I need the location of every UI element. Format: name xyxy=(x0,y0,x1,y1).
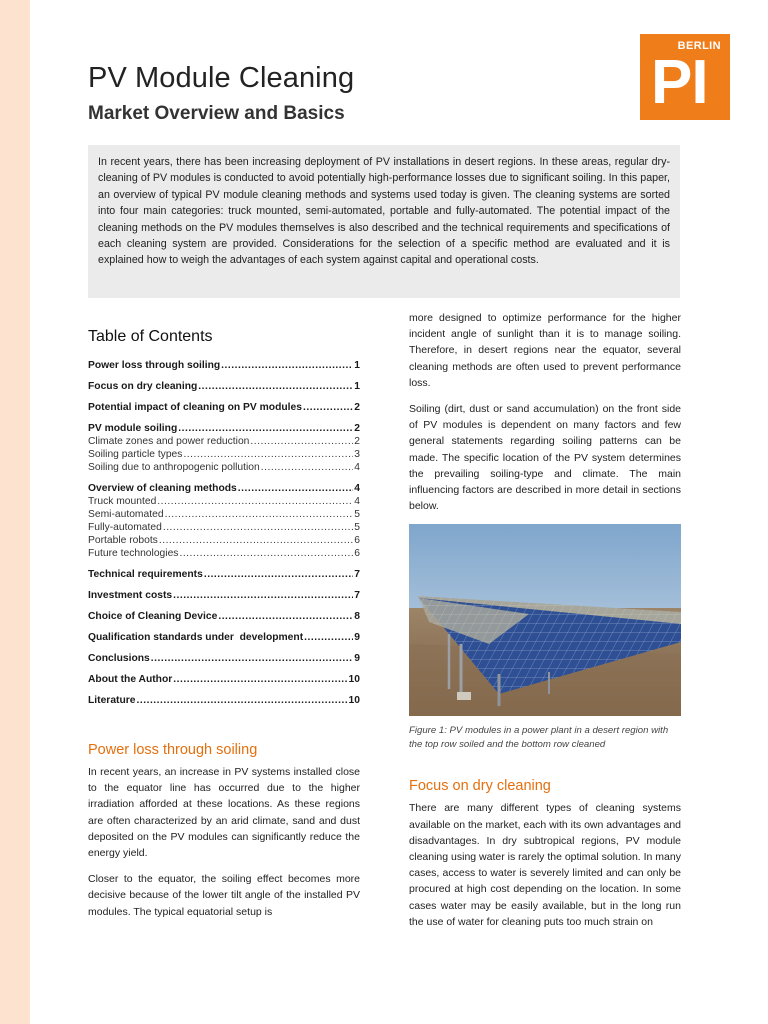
toc-entry-page: 7 xyxy=(354,590,360,601)
toc-entry-text: About the Author xyxy=(88,674,173,685)
toc-leader xyxy=(178,423,353,434)
toc-leader xyxy=(303,402,353,413)
toc-subentry[interactable] xyxy=(88,462,360,473)
toc-entry-text: Portable robots xyxy=(88,535,158,546)
toc-entry-page: 1 xyxy=(354,381,360,392)
toc-entry-page: 8 xyxy=(354,611,360,622)
toc-leader xyxy=(261,462,354,473)
toc-entry[interactable] xyxy=(88,569,360,580)
body-paragraph: In recent years, an increase in PV systems installed close to the equator line has occurred due to the higher irradiation afforded at these locations. As these regions are often characterized by an arid climate, sand and dust deposited on the PV modules can significantly reduce the energy yield. xyxy=(88,766,360,860)
toc-entry-text: Focus on dry cleaning xyxy=(88,381,198,392)
logo-mark: PI xyxy=(651,48,708,117)
figure-caption: Figure 1: PV modules in a power plant in a desert region with the top row soiled and the bottom row cleaned xyxy=(409,725,669,751)
toc-entry-page: 10 xyxy=(348,674,360,685)
toc-entry-text: PV module soiling xyxy=(88,423,178,434)
toc-leader xyxy=(183,449,353,460)
toc-entry[interactable] xyxy=(88,360,360,371)
toc-leader xyxy=(173,590,353,601)
pi-berlin-logo xyxy=(640,34,730,120)
toc-leader xyxy=(173,674,347,685)
toc-entry[interactable] xyxy=(88,653,360,664)
toc-entry-page: 5 xyxy=(354,522,360,533)
body-paragraph: Soiling (dirt, dust or sand accumulation) on the front side of PV modules is dependent on many factors and few general statements regarding soiling patterns can be made. The specific location of the PV system determines the prevailing soiling-type and climate. The main influencing factors are described in more detail in sections below. xyxy=(409,403,681,513)
toc-entry-text: Climate zones and power reduction xyxy=(88,436,250,447)
toc-entry-text: Choice of Cleaning Device xyxy=(88,611,218,622)
toc-leader xyxy=(159,535,353,546)
toc-entry-text: Power loss through soiling xyxy=(88,360,221,371)
toc-entry[interactable] xyxy=(88,402,360,413)
right-column xyxy=(409,310,681,940)
toc-entry[interactable] xyxy=(88,423,360,434)
toc-leader xyxy=(198,381,353,392)
toc-entry[interactable] xyxy=(88,674,360,685)
toc-entry-page: 4 xyxy=(354,496,360,507)
toc-entry-page: 7 xyxy=(354,569,360,580)
toc-entry-text: Conclusions xyxy=(88,653,150,664)
toc-leader xyxy=(137,695,348,706)
page-subtitle: Market Overview and Basics xyxy=(88,103,345,124)
toc-entry[interactable] xyxy=(88,381,360,392)
toc-entry[interactable] xyxy=(88,632,360,643)
toc-subentry[interactable] xyxy=(88,522,360,533)
toc-entry-text: Soiling particle types xyxy=(88,449,183,460)
toc-entry-text: Semi-automated xyxy=(88,509,164,520)
toc-subentry[interactable] xyxy=(88,496,360,507)
toc-entry-text: Literature xyxy=(88,695,136,706)
toc-entry-page: 4 xyxy=(354,483,360,494)
toc-subentry[interactable] xyxy=(88,509,360,520)
toc-entry-text: Technical requirements xyxy=(88,569,203,580)
left-column xyxy=(88,320,360,930)
toc-entry-page: 3 xyxy=(354,449,360,460)
toc-entry[interactable] xyxy=(88,483,360,494)
toc-leader xyxy=(179,548,353,559)
toc-entry-text: Investment costs xyxy=(88,590,173,601)
toc-entry-page: 2 xyxy=(354,402,360,413)
toc-entry-text: Qualification standards under development xyxy=(88,632,304,643)
toc-leader xyxy=(204,569,353,580)
toc-entry-page: 5 xyxy=(354,509,360,520)
toc-entry-text: Future technologies xyxy=(88,548,179,559)
toc-entry-text: Soiling due to anthropogenic pollution xyxy=(88,462,260,473)
toc-entry-page: 10 xyxy=(348,695,360,706)
toc-leader xyxy=(221,360,353,371)
toc-leader xyxy=(151,653,353,664)
toc-entry-page: 9 xyxy=(354,632,360,643)
toc-leader xyxy=(165,509,354,520)
section-heading-power-loss: Power loss through soiling xyxy=(88,742,258,758)
toc-entry-text: Potential impact of cleaning on PV modules xyxy=(88,402,302,413)
abstract-box: In recent years, there has been increasing deployment of PV installations in desert regions. In these areas, regular dry-cleaning of PV modules is conducted to avoid potentially high-performance losses due to significant soiling. In this paper, an overview of typical PV module cleaning methods and systems used today is given. The cleaning systems are sorted into four main categories: truck mounted, semi-automated, portable and fully-automated. The potential impact of the cleaning methods on the PV modules themselves is also described and the technical requirements and specifications of each cleaning system are provided. Considerations for the selection of a specific method are evaluated and it is explained how to weigh the advantages of each system against capital and operational costs. xyxy=(88,145,680,298)
toc-entry[interactable] xyxy=(88,611,360,622)
section-heading-dry-cleaning: Focus on dry cleaning xyxy=(409,778,551,795)
toc-title: Table of Contents xyxy=(88,328,213,345)
toc-entry-page: 2 xyxy=(354,423,360,434)
toc-entry-text: Overview of cleaning methods xyxy=(88,483,237,494)
toc-entry-page: 1 xyxy=(354,360,360,371)
toc-subentry[interactable] xyxy=(88,436,360,447)
toc-entry-text: Truck mounted xyxy=(88,496,157,507)
toc-entry-text: Fully-automated xyxy=(88,522,162,533)
body-paragraph: Closer to the equator, the soiling effect becomes more decisive because of the lower tilt angle of the installed PV modules. The typical equatorial setup is xyxy=(88,873,360,918)
page-title: PV Module Cleaning xyxy=(88,62,355,94)
body-paragraph: There are many different types of cleaning systems available on the market, each with its own advantages and disadvantages. In dry subtropical regions, PV module cleaning using water is rarely the optimal solution. In many cases, access to water is severely limited and can only be procured at high cost depending on the location. In some cases water may be easily available, but in the long run the use of water for cleaning puts too much strain on xyxy=(409,802,682,928)
toc-entry-page: 9 xyxy=(354,653,360,664)
toc-entry-page: 6 xyxy=(354,548,360,559)
toc-subentry[interactable] xyxy=(88,548,360,559)
toc-entry-page: 6 xyxy=(354,535,360,546)
toc-entry[interactable] xyxy=(88,590,360,601)
toc-leader xyxy=(163,522,353,533)
toc-entry-page: 4 xyxy=(354,462,360,473)
toc-subentry[interactable] xyxy=(88,449,360,460)
body-paragraph: more designed to optimize performance for the higher incident angle of sunlight than it is to manage soiling. Therefore, in desert regions near the equator, several cleaning methods are often used to prevent performance loss. xyxy=(409,312,681,389)
toc-entry-page: 2 xyxy=(354,436,360,447)
toc-subentry[interactable] xyxy=(88,535,360,546)
toc-leader xyxy=(238,483,353,494)
logo-city: BERLIN xyxy=(677,40,721,52)
toc-leader xyxy=(304,632,353,643)
page-margin-strip xyxy=(0,0,30,1024)
toc-leader xyxy=(250,436,353,447)
toc-leader xyxy=(157,496,353,507)
solar-panels-photo xyxy=(409,524,681,716)
toc-leader xyxy=(218,611,353,622)
table-of-contents xyxy=(88,360,360,706)
toc-entry[interactable] xyxy=(88,695,360,706)
